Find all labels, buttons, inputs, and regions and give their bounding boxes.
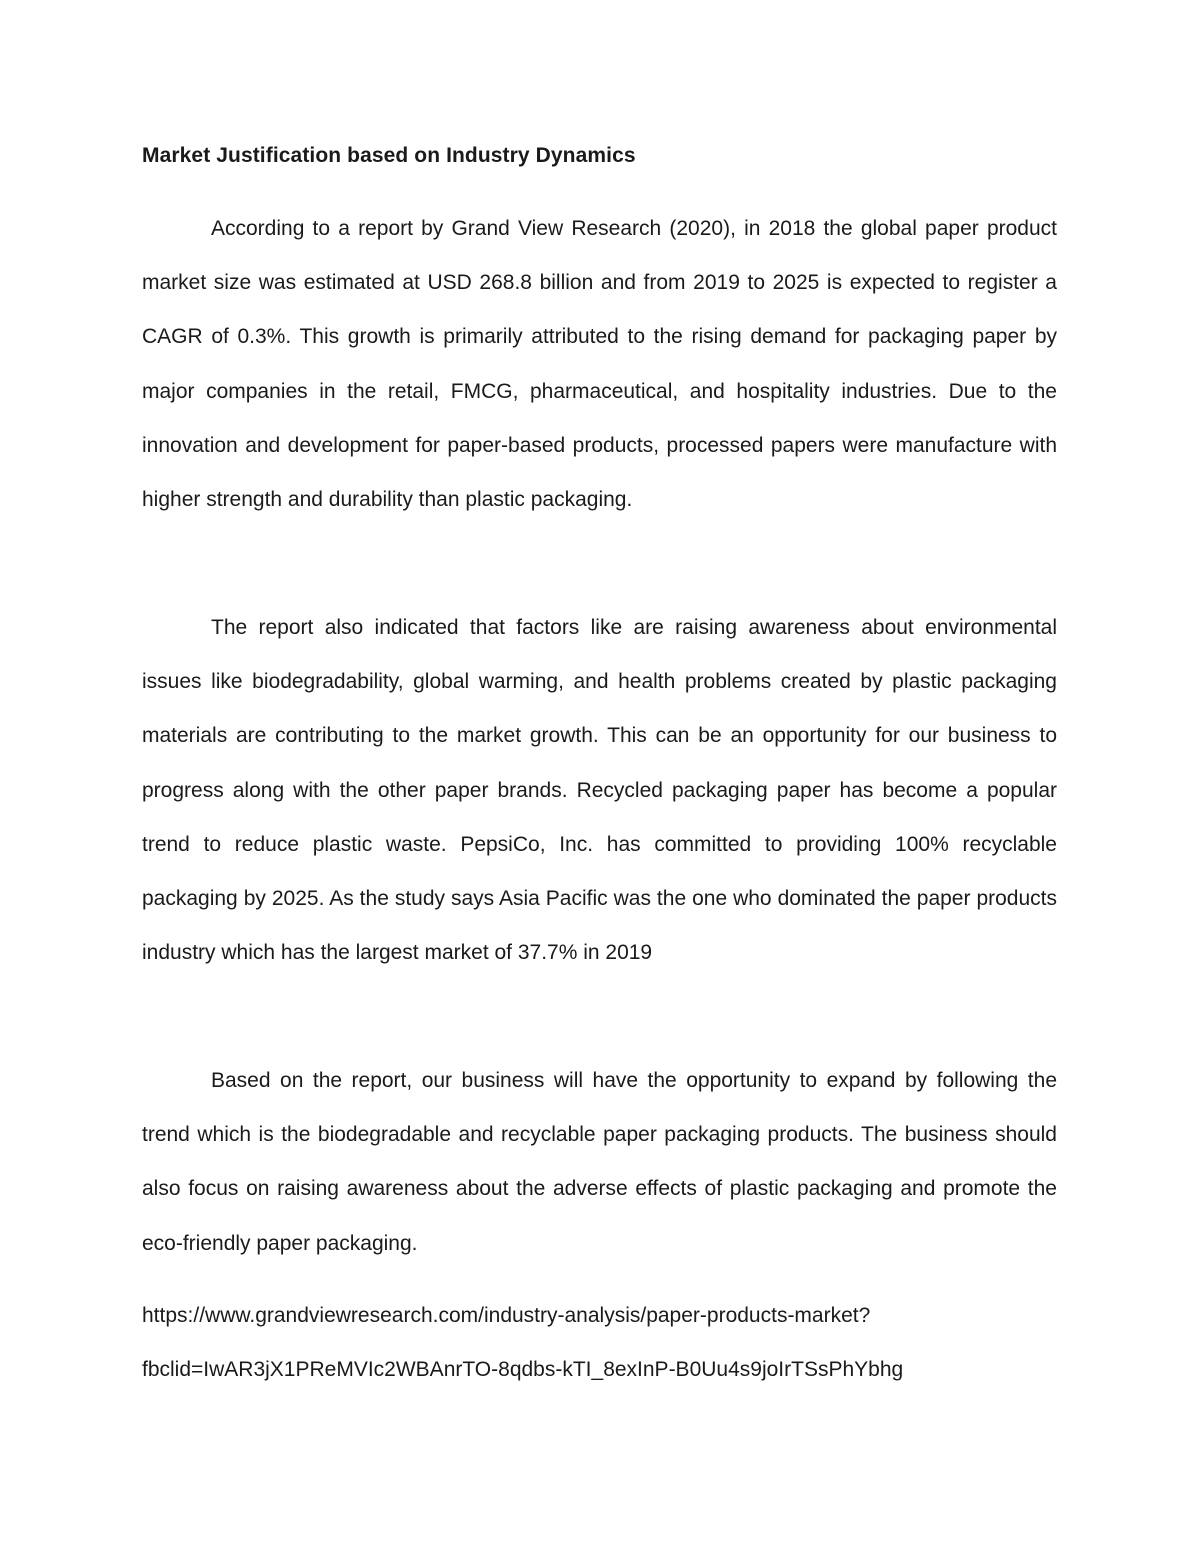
reference-url-line-2[interactable]: fbclid=IwAR3jX1PReMVIc2WBAnrTO-8qdbs-kTI_8exInP-B0Uu4s9joIrTSsPhYbhg <box>142 1358 904 1381</box>
document-heading: Market Justification based on Industry Dynamics <box>142 144 636 167</box>
paragraph-awareness: The report also indicated that factors like are raising awareness about environmental issues like biodegradability, global warming, and health problems created by plastic packaging materials are contributing to the market growth. This can be an opportunity for our business to progress along with the other paper brands. Recycled packaging paper has become a popular trend to reduce plastic waste. PepsiCo, Inc. has committed to providing 100% recyclable packaging by 2025. As the study says Asia Pacific was the one who dominated the paper products industry which has the largest market of 37.7% in 2019 <box>142 616 1057 965</box>
paragraph-market-size: According to a report by Grand View Research (2020), in 2018 the global paper product market size was estimated at USD 268.8 billion and from 2019 to 2025 is expected to register a CAGR of 0.3%. This growth is primarily attributed to the rising demand for packaging paper by major companies in the retail, FMCG, pharmaceutical, and hospitality industries. Due to the innovation and development for paper-based products, processed papers were manufacture with higher strength and durability than plastic packaging. <box>142 217 1057 512</box>
paragraph-opportunity: Based on the report, our business will have the opportunity to expand by following the trend which is the biodegradable and recyclable paper packaging products. The business should also focus on raising awareness about the adverse effects of plastic packaging and promote the eco-friendly paper packaging. <box>142 1069 1057 1255</box>
reference-url-line-1[interactable]: https://www.grandviewresearch.com/industry-analysis/paper-products-market? <box>142 1304 871 1327</box>
